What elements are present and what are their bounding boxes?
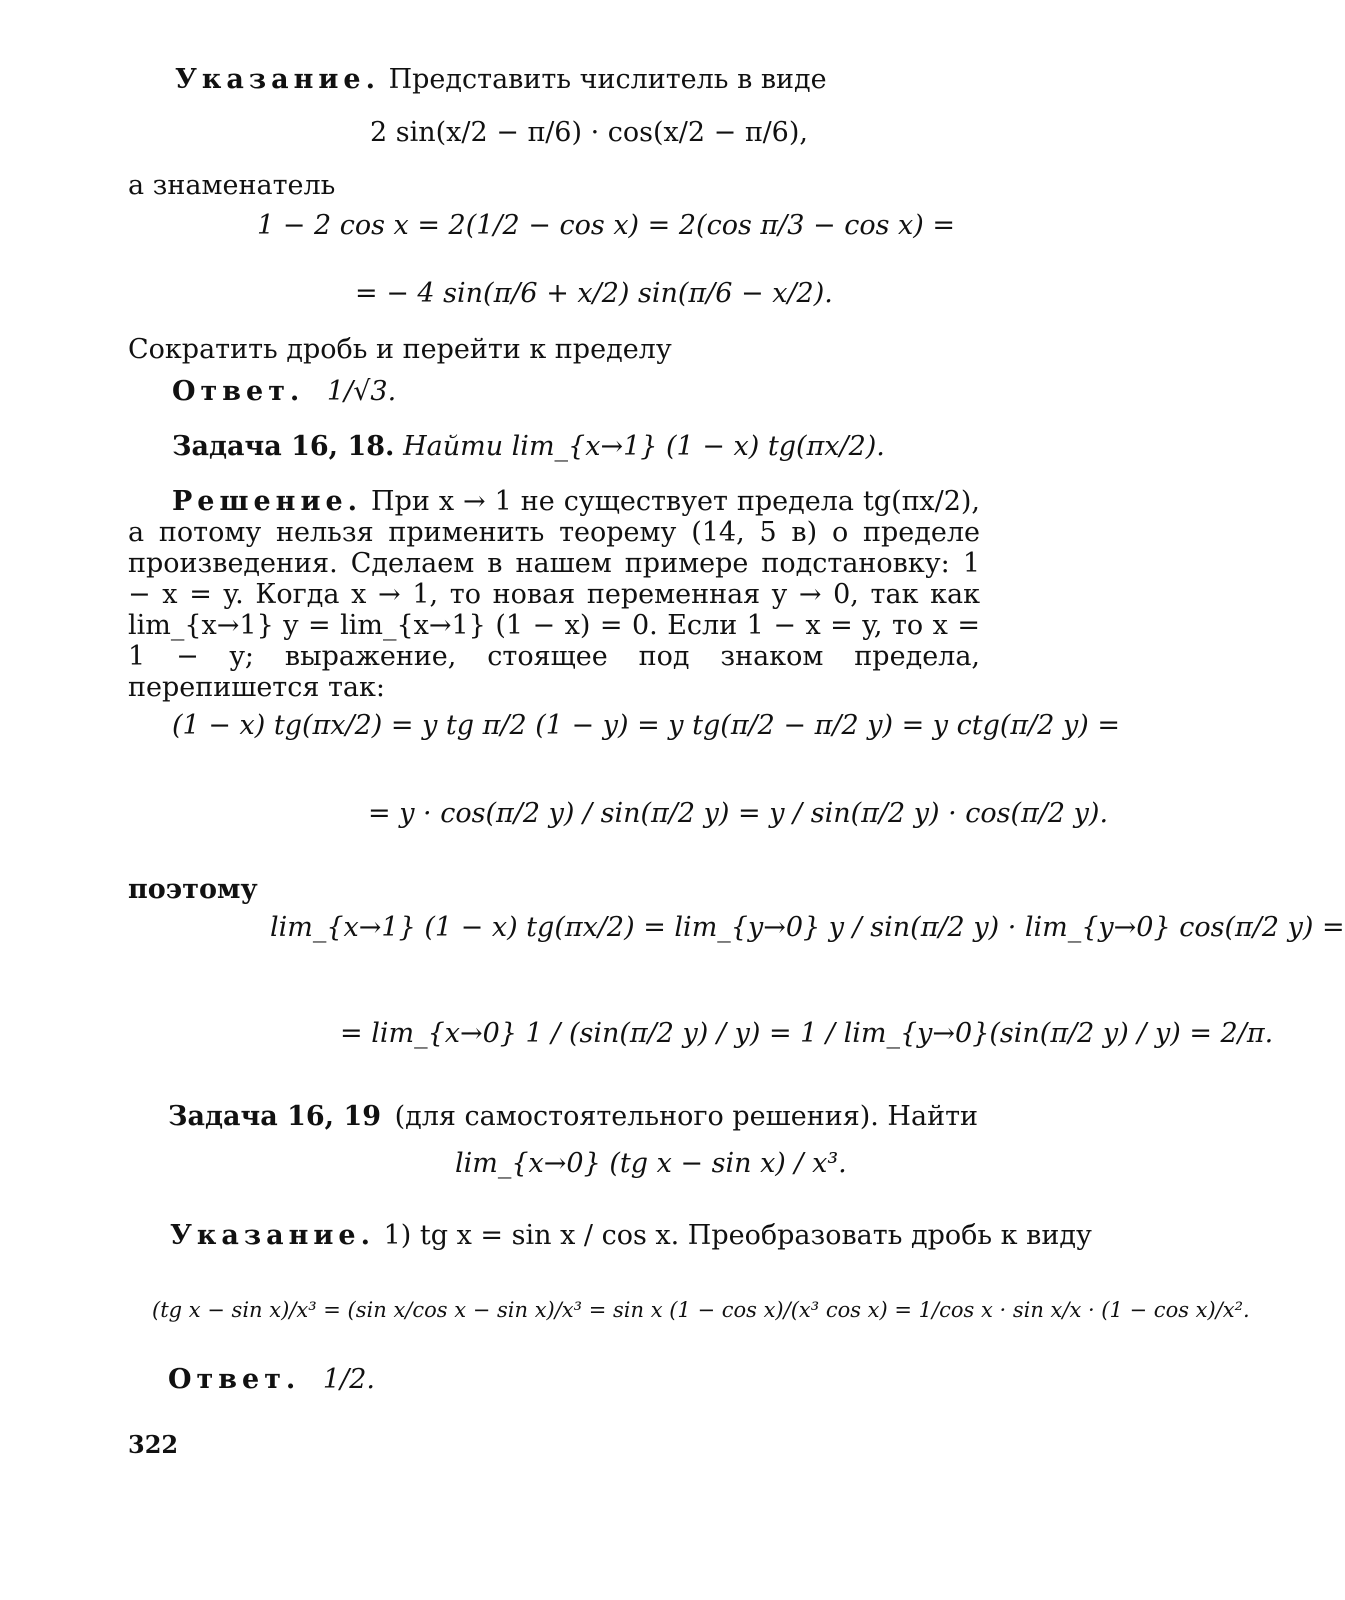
denominator-intro: а знаменатель	[128, 170, 336, 201]
transform-line-1	[172, 712, 1120, 739]
denominator-line-2-text: = − 4 sin(π/6 + x/2) sin(π/6 − x/2).	[355, 278, 833, 309]
page-number: 322	[128, 1430, 179, 1459]
limit-line-2-text: = lim_{x→0} 1 / (sin(π/2 y) / y) = 1 / lim_{y→0}(sin(π/2 y) / y) = 2/π.	[340, 1018, 1274, 1049]
therefore-word: поэтому	[128, 874, 258, 905]
transform-line-1-text: (1 − x) tg(πx/2) = y tg π/2 (1 − y) = y tg(π/2 − π/2 y) = y ctg(π/2 y) =	[172, 710, 1121, 741]
transform-line-2-text: = y · cos(π/2 y) / sin(π/2 y) = y / sin(π/2 y) · cos(π/2 y).	[368, 798, 1109, 829]
task18-text: Найти lim_{x→1} (1 − x) tg(πx/2).	[403, 431, 885, 462]
task18-title	[172, 433, 885, 460]
task19-title	[168, 1103, 978, 1130]
answer2-value: 1/2.	[322, 1364, 375, 1395]
task19-hint-formula-text: (tg x − sin x)/x³ = (sin x/cos x − sin x)/x³ = sin x (1 − cos x)/(x³ cos x) = 1/cos x · sin x/x · (1 − cos x)/x².	[152, 1298, 1250, 1322]
task19-formula	[455, 1150, 847, 1177]
limit-line-2	[340, 1020, 1273, 1047]
answer2-label: Ответ.	[168, 1364, 301, 1395]
answer1	[172, 378, 396, 405]
hint1-text: Представить числитель в виде	[388, 64, 827, 95]
numerator-formula-text: 2 sin(x/2 − π/6) · cos(x/2 − π/6),	[370, 117, 808, 148]
task19-hint-text: 1) tg x = sin x / cos x. Преобразовать дробь к виду	[383, 1220, 1092, 1251]
task18-label: Задача 16, 18.	[172, 431, 395, 462]
task19-hint	[170, 1222, 1092, 1249]
denominator-line-1-text: 1 − 2 cos x = 2(1/2 − cos x) = 2(cos π/3 − cos x) =	[257, 210, 955, 241]
answer2	[168, 1366, 375, 1393]
denominator-line-2	[355, 280, 833, 307]
task19-text: (для самостоятельного решения). Найти	[394, 1101, 978, 1132]
limit-line-1	[270, 914, 1345, 941]
hint1-label: Указание.	[175, 64, 380, 95]
task18-solution	[128, 486, 980, 703]
task19-label: Задача 16, 19	[168, 1101, 382, 1132]
solution-paragraph: При x → 1 не существует предела tg(πx/2), а потому нельзя применить теорему (14, 5 в) о пределе произведения. Сделаем в нашем примере подстановку: 1 − x = y. Когда x → 1, то новая переменная y → 0, так как lim_{x→1} y = lim_{x→1} (1 − x) = 0. Если 1 − x = y, то x = 1 − y; выражение, стоящее под знаком предела, перепишется так:	[128, 486, 980, 703]
transform-line-2	[368, 800, 1108, 827]
task19-title-left	[168, 1103, 381, 1130]
numerator-formula	[370, 118, 808, 146]
task19-hint-label: Указание.	[170, 1220, 375, 1251]
solution-label: Решение.	[172, 486, 363, 517]
hint1-instruction: Сократить дробь и перейти к пределу	[128, 334, 672, 365]
limit-line-1-text: lim_{x→1} (1 − x) tg(πx/2) = lim_{y→0} y / sin(π/2 y) · lim_{y→0} cos(π/2 y) =	[270, 912, 1345, 943]
denominator-line-1	[257, 212, 955, 239]
answer1-value: 1/√3.	[326, 376, 397, 407]
hint1-line	[175, 66, 827, 93]
task19-formula-text: lim_{x→0} (tg x − sin x) / x³.	[455, 1148, 847, 1179]
answer1-label: Ответ.	[172, 376, 305, 407]
task19-hint-formula	[152, 1300, 1250, 1321]
